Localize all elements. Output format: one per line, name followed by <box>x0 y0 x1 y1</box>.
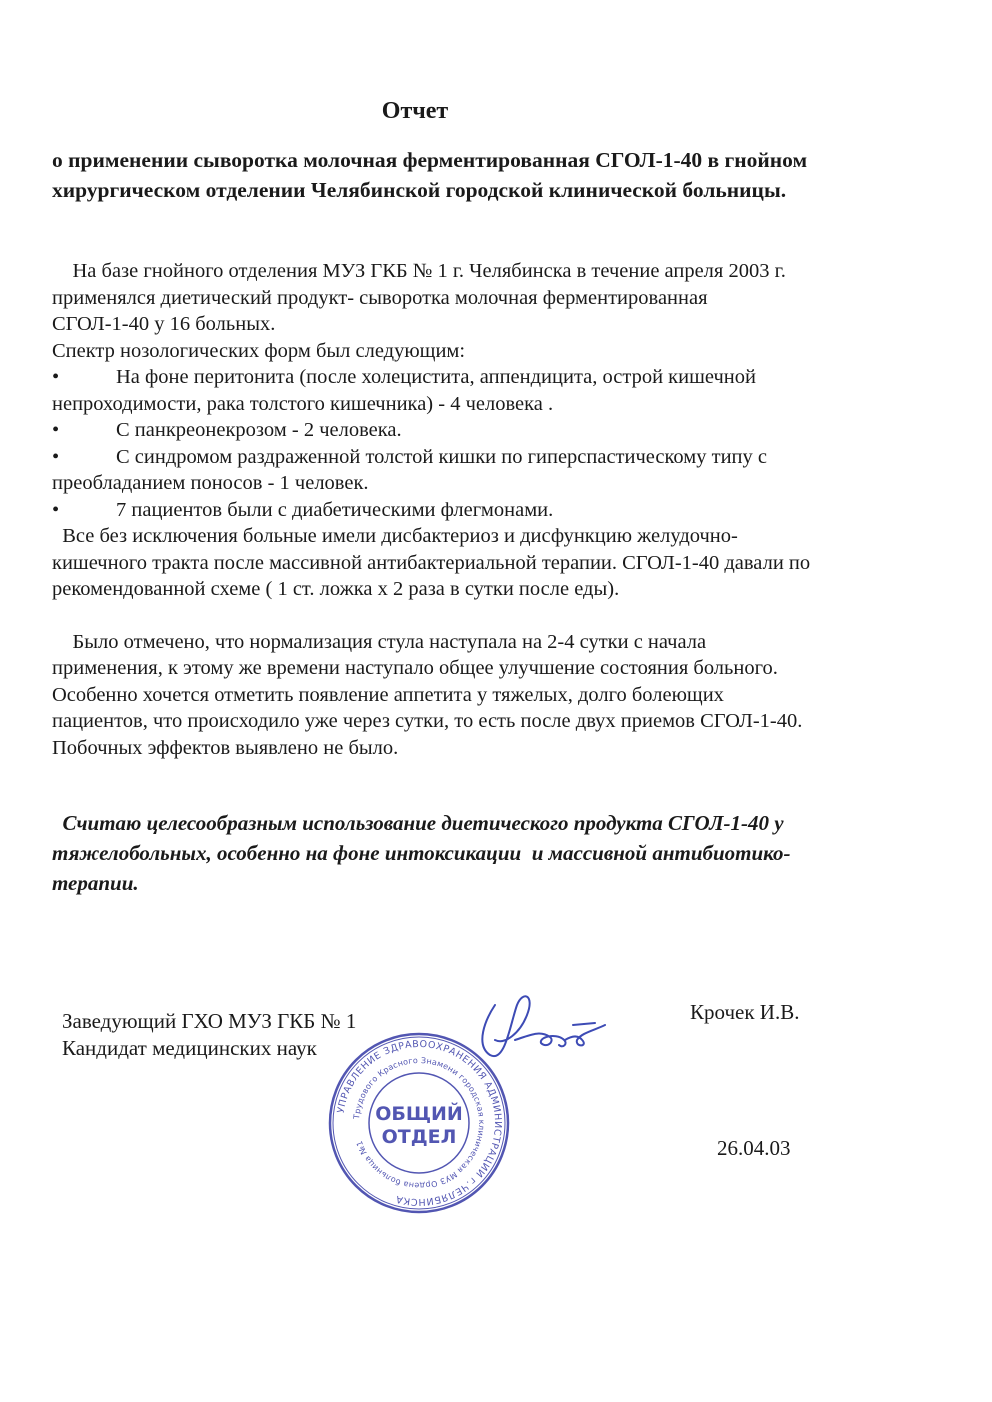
document-date: 26.04.03 <box>717 1136 791 1160</box>
bullet-text: С синдромом раздраженной толстой кишки по гиперспастическому типу с <box>116 445 768 468</box>
stamp-center-line: ОТДЕЛ <box>381 1126 457 1148</box>
bullet-continuation: непроходимости, рака толстого кишечника) - 4 человека . <box>52 392 554 415</box>
stamp-ring-outer-text: УПРАВЛЕНИЕ ЗДРАВООХРАНЕНИЯ АДМИНИСТРАЦИИ г.ЧЕЛЯБИНСКА <box>335 1038 504 1208</box>
intro-line: На базе гнойного отделения МУЗ ГКБ № 1 г. Челябинска в течение апреля 2003 г. <box>52 260 786 282</box>
paragraph-line: кишечного тракта после массивной антибактериальной терапии. СГОЛ-1-40 давали по <box>52 551 811 574</box>
official-stamp <box>326 1030 512 1216</box>
intro-line: применялся диетический продукт- сыворотка молочная ферментированная <box>52 286 708 309</box>
stamp-ring-inner-text: Трудового Красного Знамени городская клиническая МУЗ Ордена больница №1 <box>352 1055 487 1191</box>
bullet-text: 7 пациентов были с диабетическими флегмонами. <box>116 498 554 521</box>
subtitle-line: о применении сыворотка молочная ферментированная СГОЛ-1-40 в гнойном <box>52 148 808 172</box>
intro-line: Спектр нозологических форм был следующим: <box>52 339 466 362</box>
paragraph-line: Побочных эффектов выявлено не было. <box>52 736 399 759</box>
paragraph-line: рекомендованной схеме ( 1 ст. ложка х 2 раза в сутки после еды). <box>52 578 620 600</box>
bullet-marker: • <box>52 445 60 468</box>
bullet-item <box>52 497 932 524</box>
paragraph-line: пациентов, что происходило уже через сутки, то есть после двух приемов СГОЛ-1-40. <box>52 710 803 732</box>
conclusion-line: терапии. <box>52 871 139 895</box>
bullet-text: С панкреонекрозом - 2 человека. <box>116 419 402 441</box>
bullet-marker: • <box>52 366 60 388</box>
paragraph-line: применения, к этому же времени наступало общее улучшение состояния больного. <box>52 657 778 679</box>
paragraph-line: Особенно хочется отметить появление аппетита у тяжелых, долго болеющих <box>52 683 724 706</box>
bullet-item <box>52 364 932 391</box>
conclusion <box>52 808 932 898</box>
position-line: Кандидат медицинских наук <box>62 1036 317 1060</box>
position-line: Заведующий ГХО МУЗ ГКБ № 1 <box>62 1009 357 1033</box>
bullet-marker: • <box>52 498 60 521</box>
signatory-name: Крочек И.В. <box>690 1000 800 1024</box>
stamp-center-line: ОБЩИЙ <box>375 1103 463 1125</box>
paragraph-line: Все без исключения больные имели дисбактериоз и дисфункцию желудочно- <box>52 525 738 547</box>
conclusion-line: тяжелобольных, особенно на фоне интоксикации и массивной антибиотико- <box>52 841 791 865</box>
bullet-item <box>52 417 932 444</box>
intro-line: СГОЛ-1-40 у 16 больных. <box>52 313 276 335</box>
bullet-marker: • <box>52 419 60 441</box>
bullet-continuation: преобладанием поносов - 1 человек. <box>52 472 369 494</box>
bullet-item <box>52 444 932 471</box>
paragraph-line: Было отмечено, что нормализация стула наступала на 2-4 сутки с начала <box>52 630 707 653</box>
conclusion-line: Считаю целесообразным использование диетического продукта СГОЛ-1-40 у <box>52 811 784 835</box>
paragraph-gap <box>52 603 932 629</box>
document-title: Отчет <box>381 98 449 124</box>
bullet-text: На фоне перитонита (после холецистита, аппендицита, острой кишечной <box>116 366 756 388</box>
document-subtitle <box>52 145 952 205</box>
subtitle-line: хирургическом отделении Челябинской городской клинической больницы. <box>52 178 787 202</box>
report-body <box>52 258 932 761</box>
signatory-position <box>62 1008 356 1062</box>
